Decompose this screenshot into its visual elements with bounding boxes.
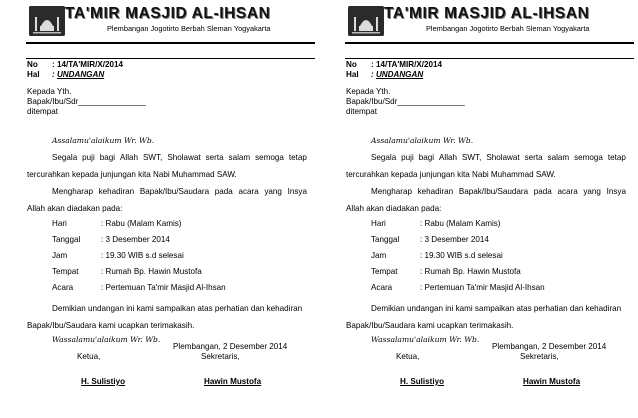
detail-value-day: : Rabu (Malam Kamis) bbox=[101, 219, 182, 228]
paragraph-2-line-1: Mengharap kehadiran Bapak/Ibu/Saudara pada acara yang Insya bbox=[371, 187, 626, 196]
invitation-letter-left bbox=[24, 0, 319, 418]
organization-address: Plembangan Jogotirto Berbah Sleman Yogyakarta bbox=[107, 24, 271, 33]
mosque-logo-icon bbox=[348, 6, 384, 36]
detail-label-date: Tanggal bbox=[52, 235, 81, 244]
chairman-title: Ketua, bbox=[396, 352, 420, 361]
header-divider-thin bbox=[26, 58, 315, 59]
detail-label-event: Acara bbox=[52, 283, 74, 292]
opening-greeting: Assalamu'alaikum Wr. Wb. bbox=[371, 136, 474, 145]
subject-value: : UNDANGAN bbox=[52, 70, 105, 79]
place-and-date: Plembangan, 2 Desember 2014 bbox=[173, 342, 288, 351]
detail-value-place: : Rumah Bp. Hawin Mustofa bbox=[420, 267, 521, 276]
detail-value-time: : 19.30 WIB s.d selesai bbox=[101, 251, 184, 260]
detail-label-day: Hari bbox=[52, 219, 67, 228]
secretary-name: Hawin Mustofa bbox=[523, 377, 581, 386]
header-divider bbox=[345, 42, 634, 44]
detail-value-day: : Rabu (Malam Kamis) bbox=[420, 219, 501, 228]
mosque-logo-icon bbox=[29, 6, 65, 36]
closing-greeting: Wassalamu'alaikum Wr. Wb. bbox=[371, 335, 480, 344]
paragraph-1-line-1: Segala puji bagi Allah SWT, Sholawat serta salam semoga tetap bbox=[52, 153, 307, 162]
secretary-name: Hawin Mustofa bbox=[204, 377, 262, 386]
subject-label: Hal bbox=[346, 70, 359, 79]
number-label: No bbox=[346, 60, 357, 69]
opening-greeting: Assalamu'alaikum Wr. Wb. bbox=[52, 136, 155, 145]
addressee-location: ditempat bbox=[346, 107, 378, 116]
detail-value-place: : Rumah Bp. Hawin Mustofa bbox=[101, 267, 202, 276]
detail-label-day: Hari bbox=[371, 219, 386, 228]
closing-line-1: Demikian undangan ini kami sampaikan atas perhatian dan kehadiran bbox=[52, 304, 303, 313]
detail-label-date: Tanggal bbox=[371, 235, 400, 244]
detail-value-date: : 3 Desember 2014 bbox=[420, 235, 489, 244]
organization-address: Plembangan Jogotirto Berbah Sleman Yogyakarta bbox=[426, 24, 590, 33]
number-value: : 14/TA'MIR/X/2014 bbox=[52, 60, 124, 69]
detail-value-date: : 3 Desember 2014 bbox=[101, 235, 170, 244]
detail-value-time: : 19.30 WIB s.d selesai bbox=[420, 251, 503, 260]
detail-label-place: Tempat bbox=[371, 267, 398, 276]
closing-greeting: Wassalamu'alaikum Wr. Wb. bbox=[52, 335, 161, 344]
closing-line-1: Demikian undangan ini kami sampaikan atas perhatian dan kehadiran bbox=[371, 304, 622, 313]
detail-label-place: Tempat bbox=[52, 267, 79, 276]
subject-label: Hal bbox=[27, 70, 40, 79]
paragraph-2-line-1: Mengharap kehadiran Bapak/Ibu/Saudara pada acara yang Insya bbox=[52, 187, 307, 196]
addressee-intro: Kepada Yth. bbox=[27, 87, 72, 96]
paragraph-1-line-2: tercurahkan kepada junjungan kita Nabi Muhammad SAW. bbox=[27, 170, 237, 179]
addressee-line: Bapak/Ibu/Sdr_______________ bbox=[346, 97, 465, 106]
detail-value-event: : Pertemuan Ta'mir Masjid Al-Ihsan bbox=[101, 283, 226, 292]
closing-line-2: Bapak/Ibu/Saudara kami ucapkan terimakasih. bbox=[346, 321, 514, 330]
number-value: : 14/TA'MIR/X/2014 bbox=[371, 60, 443, 69]
detail-value-event: : Pertemuan Ta'mir Masjid Al-Ihsan bbox=[420, 283, 545, 292]
number-label: No bbox=[27, 60, 38, 69]
detail-label-event: Acara bbox=[371, 283, 393, 292]
chairman-title: Ketua, bbox=[77, 352, 101, 361]
header-divider bbox=[26, 42, 315, 44]
addressee-location: ditempat bbox=[27, 107, 59, 116]
detail-label-time: Jam bbox=[52, 251, 68, 260]
chairman-name: H. Sulistiyo bbox=[400, 377, 445, 386]
chairman-name: H. Sulistiyo bbox=[81, 377, 126, 386]
paragraph-2-line-2: Allah akan diadakan pada: bbox=[346, 204, 442, 213]
header-divider-thin bbox=[345, 58, 634, 59]
subject-value: : UNDANGAN bbox=[371, 70, 424, 79]
detail-label-time: Jam bbox=[371, 251, 387, 260]
place-and-date: Plembangan, 2 Desember 2014 bbox=[492, 342, 607, 351]
organization-title: TA'MIR MASJID AL-IHSAN bbox=[384, 5, 590, 22]
addressee-intro: Kepada Yth. bbox=[346, 87, 391, 96]
paragraph-1-line-1: Segala puji bagi Allah SWT, Sholawat serta salam semoga tetap bbox=[371, 153, 626, 162]
secretary-title: Sekretaris, bbox=[201, 352, 240, 361]
secretary-title: Sekretaris, bbox=[520, 352, 559, 361]
invitation-letter-right bbox=[343, 0, 638, 418]
organization-title: TA'MIR MASJID AL-IHSAN bbox=[65, 5, 271, 22]
paragraph-2-line-2: Allah akan diadakan pada: bbox=[27, 204, 123, 213]
addressee-line: Bapak/Ibu/Sdr_______________ bbox=[27, 97, 146, 106]
paragraph-1-line-2: tercurahkan kepada junjungan kita Nabi Muhammad SAW. bbox=[346, 170, 556, 179]
closing-line-2: Bapak/Ibu/Saudara kami ucapkan terimakasih. bbox=[27, 321, 195, 330]
